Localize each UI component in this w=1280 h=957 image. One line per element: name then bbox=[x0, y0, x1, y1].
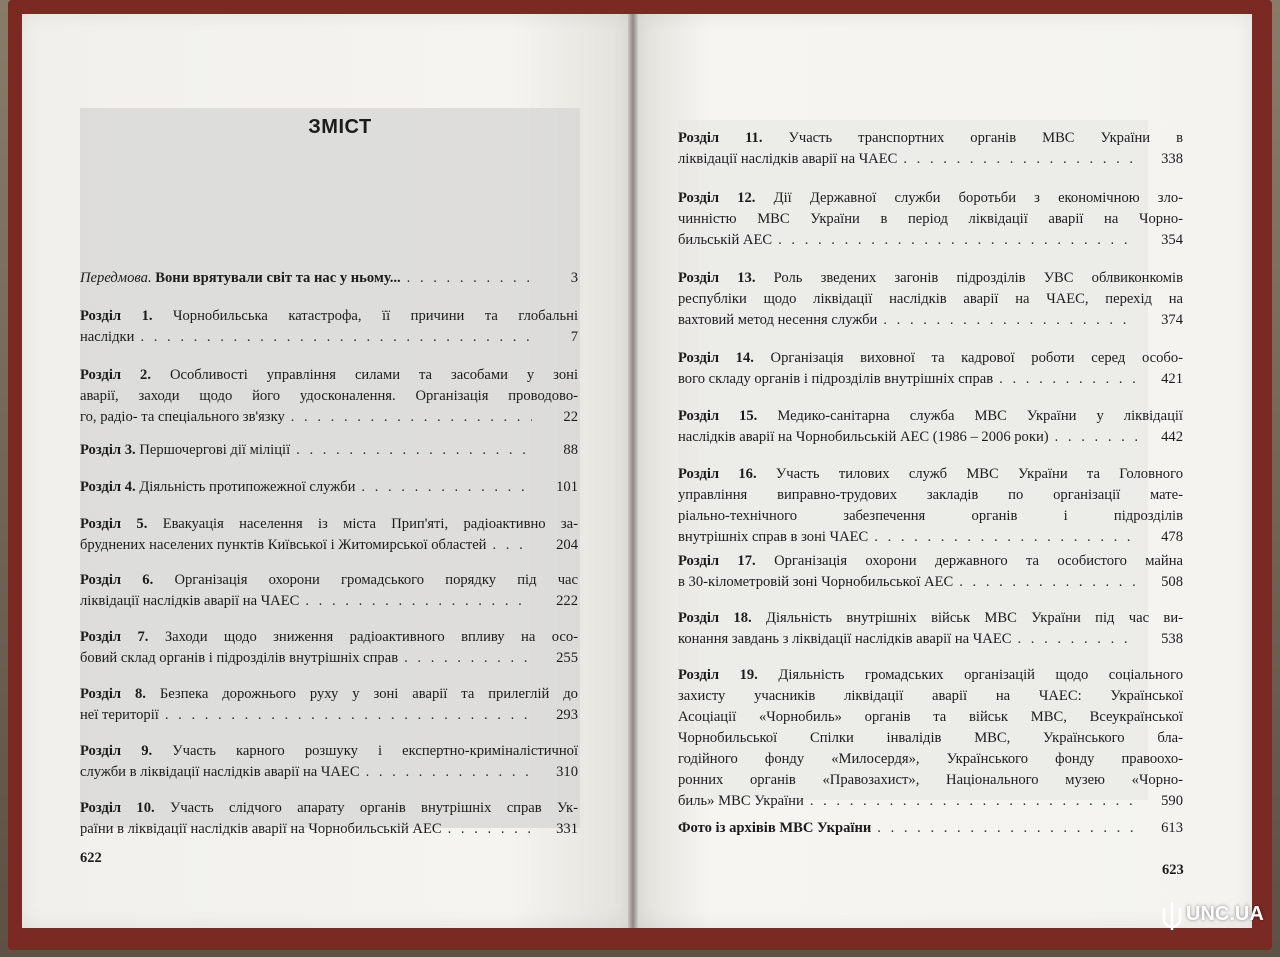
leader-dots bbox=[959, 572, 1137, 593]
leader-dots bbox=[810, 791, 1137, 812]
leader-dots bbox=[296, 440, 532, 461]
toc-line bbox=[678, 188, 1183, 209]
toc-last-text: го, радіо- та спеціального зв'язку bbox=[80, 409, 285, 425]
toc-last-text: ліквідації наслідків аварії на ЧАЕС bbox=[80, 593, 300, 609]
toc-last-text: служби в ліквідації наслідків аварії на ЧАЕС bbox=[80, 764, 360, 780]
toc-line-text: Участь транспортних органів МВС України в bbox=[788, 130, 1183, 146]
leader-dots bbox=[877, 818, 1137, 839]
toc-line-text: Чорнобильська катастрофа, її причини та глобальні bbox=[173, 308, 579, 324]
toc-last-line bbox=[678, 149, 1183, 170]
toc-line-text: Асоціації «Чорнобиль» органів та військ МВС, Всеукраїнської bbox=[678, 709, 1183, 725]
toc-last-line bbox=[678, 572, 1183, 593]
section-label: Розділ 13. bbox=[678, 270, 756, 286]
toc-entry bbox=[678, 665, 1183, 812]
leader-dots bbox=[1055, 427, 1137, 448]
toc-entry bbox=[678, 128, 1183, 170]
section-label: Розділ 11. bbox=[678, 130, 763, 146]
toc-last-text: наслідків аварії на Чорнобильській АЕС (1986 – 2006 роки) bbox=[678, 429, 1049, 445]
leader-dots bbox=[1017, 629, 1137, 650]
toc-line-text: Діяльність внутрішніх військ МВС України під час ви- bbox=[766, 610, 1183, 626]
section-label: Фото із архівів МВС України bbox=[678, 820, 872, 836]
toc-line-text: Роль зведених загонів підрозділів УВС облвиконкомів bbox=[773, 270, 1183, 286]
toc-page-number: 508 bbox=[1161, 574, 1183, 590]
leader-dots bbox=[366, 762, 532, 783]
section-label: Розділ 1. bbox=[80, 308, 153, 324]
section-label: Розділ 9. bbox=[80, 743, 153, 759]
leader-dots bbox=[407, 268, 532, 289]
toc-entry bbox=[678, 406, 1183, 448]
toc-last-line bbox=[80, 819, 578, 840]
section-label: Розділ 10. bbox=[80, 800, 155, 816]
leader-dots bbox=[140, 327, 532, 348]
toc-line bbox=[80, 306, 578, 327]
toc-last-line bbox=[678, 310, 1183, 331]
section-label: Розділ 6. bbox=[80, 572, 154, 588]
toc-page-number: 331 bbox=[556, 821, 578, 837]
toc-entry bbox=[80, 514, 578, 556]
section-label: Розділ 14. bbox=[678, 350, 754, 366]
toc-line bbox=[678, 728, 1183, 749]
toc-entry bbox=[80, 306, 578, 348]
toc-page-number: 101 bbox=[556, 479, 578, 495]
section-label: Розділ 18. bbox=[678, 610, 752, 626]
toc-line-text: управління виправно-трудових закладів по організації мате- bbox=[678, 487, 1183, 503]
toc-last-text: вого складу органів і підрозділів внутрішніх справ bbox=[678, 371, 994, 387]
right-page-number: 623 bbox=[1162, 862, 1184, 878]
toc-line-text: Чорнобильської Спілки інвалідів МВС, Українського бла- bbox=[678, 730, 1183, 746]
toc-line bbox=[678, 464, 1183, 485]
toc-page-number: 7 bbox=[570, 329, 578, 345]
toc-page-number: 613 bbox=[1161, 820, 1183, 836]
toc-line bbox=[678, 209, 1183, 230]
toc-line bbox=[678, 485, 1183, 506]
toc-line-text: Організація охорони громадського порядку під час bbox=[174, 572, 578, 588]
toc-entry bbox=[80, 365, 578, 428]
toc-line bbox=[80, 741, 578, 762]
toc-last-line bbox=[80, 762, 578, 783]
toc-line bbox=[678, 289, 1183, 310]
toc-line-text: годійного фонду «Милосердя», Українського фонду правоохо- bbox=[678, 751, 1183, 767]
leader-dots bbox=[492, 535, 532, 556]
toc-line bbox=[80, 514, 578, 535]
toc-last-line bbox=[80, 327, 578, 348]
toc-last-line bbox=[678, 791, 1183, 812]
toc-line bbox=[678, 128, 1183, 149]
toc-last-line bbox=[80, 705, 578, 726]
toc-entry bbox=[678, 551, 1183, 593]
section-label: Розділ 17. bbox=[678, 553, 756, 569]
leader-dots bbox=[903, 149, 1137, 170]
toc-last-text: конання завдань з ліквідації наслідків аварії на ЧАЕС bbox=[678, 631, 1012, 647]
toc-page-number: 222 bbox=[556, 593, 578, 609]
toc-last-text: вахтовий метод несення служби bbox=[678, 312, 878, 328]
toc-entry bbox=[80, 570, 578, 612]
toc-entry bbox=[80, 477, 578, 498]
toc-line bbox=[678, 551, 1183, 572]
toc-last-line bbox=[678, 369, 1183, 390]
toc-entry bbox=[678, 348, 1183, 390]
toc-page-number: 590 bbox=[1161, 793, 1183, 809]
toc-last-text: Першочергові дії міліції bbox=[139, 442, 291, 458]
toc-last-line bbox=[678, 629, 1183, 650]
toc-entry bbox=[80, 627, 578, 669]
toc-line-text: ріально-технічного забезпечення органів і підрозділів bbox=[678, 508, 1183, 524]
leader-dots bbox=[165, 705, 532, 726]
contents-title: ЗМІСТ bbox=[308, 116, 372, 138]
toc-line bbox=[678, 406, 1183, 427]
leader-dots bbox=[778, 230, 1137, 251]
toc-line bbox=[678, 770, 1183, 791]
toc-last-text: ліквідації наслідків аварії на ЧАЕС bbox=[678, 151, 898, 167]
toc-page-number: 88 bbox=[563, 442, 578, 458]
toc-last-text: Діяльність протипожежної служби bbox=[139, 479, 356, 495]
trident-icon bbox=[1160, 900, 1184, 936]
toc-last-line bbox=[678, 230, 1183, 251]
section-label: Розділ 2. bbox=[80, 367, 151, 383]
toc-line bbox=[678, 348, 1183, 369]
toc-line-text: чинністю МВС України в період ліквідації аварії на Чорно- bbox=[678, 211, 1183, 227]
toc-last-text: в 30-кілометровій зоні Чорнобильської АЕС bbox=[678, 574, 954, 590]
toc-last-line bbox=[678, 818, 1183, 839]
toc-page-number: 538 bbox=[1161, 631, 1183, 647]
toc-line-text: Організація охорони державного та особистого майна bbox=[774, 553, 1184, 569]
toc-entry bbox=[80, 268, 578, 289]
toc-line bbox=[678, 506, 1183, 527]
toc-page-number: 442 bbox=[1161, 429, 1183, 445]
toc-last-line bbox=[678, 427, 1183, 448]
toc-last-text: бовий склад органів і підрозділів внутрішніх справ bbox=[80, 650, 399, 666]
book-spine bbox=[628, 14, 638, 928]
toc-line-text: Евакуація населення із міста Прип'яті, радіоактивно за- bbox=[162, 516, 579, 532]
toc-entry bbox=[80, 798, 578, 840]
section-label: Розділ 7. bbox=[80, 629, 149, 645]
section-label: Розділ 3. bbox=[80, 442, 136, 458]
toc-last-line bbox=[80, 477, 578, 498]
leader-dots bbox=[874, 527, 1137, 548]
toc-line-text: ронних органів «Правозахист», Національного музею «Чорно- bbox=[678, 772, 1183, 788]
toc-line-text: Заходи щодо зниження радіоактивного впливу на осо- bbox=[164, 629, 578, 645]
toc-page-number: 255 bbox=[556, 650, 578, 666]
toc-line-text: Медико-санітарна служба МВС України у ліквідації bbox=[777, 408, 1183, 424]
toc-line bbox=[80, 627, 578, 648]
toc-line bbox=[678, 268, 1183, 289]
toc-line-text: Діяльність громадських організацій щодо соціального bbox=[778, 667, 1183, 683]
toc-entry bbox=[678, 268, 1183, 331]
toc-line-text: захисту учасників ліквідації аварії на ЧАЕС: Української bbox=[678, 688, 1183, 704]
toc-page-number: 421 bbox=[1161, 371, 1183, 387]
leader-dots bbox=[448, 819, 532, 840]
toc-line-text: Участь тилових служб МВС України та Головного bbox=[775, 466, 1183, 482]
toc-entry bbox=[678, 818, 1183, 839]
toc-line-text: Участь слідчого апарату органів внутрішніх справ Ук- bbox=[170, 800, 578, 816]
section-label: Розділ 8. bbox=[80, 686, 146, 702]
toc-last-text: бильській АЕС bbox=[678, 232, 773, 248]
toc-page-number: 354 bbox=[1161, 232, 1183, 248]
toc-last-line bbox=[80, 407, 578, 428]
toc-line bbox=[80, 684, 578, 705]
toc-last-line bbox=[80, 535, 578, 556]
toc-line bbox=[80, 365, 578, 386]
toc-line bbox=[678, 686, 1183, 707]
toc-line-text: Дії Державної служби боротьби з економічною зло- bbox=[773, 190, 1184, 206]
toc-page-number: 478 bbox=[1161, 529, 1183, 545]
toc-page-number: 293 bbox=[556, 707, 578, 723]
toc-last-text: раїни в ліквідації наслідків аварії на Чорнобильській АЕС bbox=[80, 821, 442, 837]
toc-line bbox=[678, 665, 1183, 686]
toc-line bbox=[80, 386, 578, 407]
toc-page-number: 204 bbox=[556, 537, 578, 553]
toc-last-text: биль» МВС України bbox=[678, 793, 804, 809]
toc-last-text: неї території bbox=[80, 707, 159, 723]
leader-dots bbox=[404, 648, 532, 669]
toc-last-text: бруднених населених пунктів Київської і Житомирської областей bbox=[80, 537, 487, 553]
toc-last-line bbox=[80, 591, 578, 612]
leader-dots bbox=[291, 407, 532, 428]
toc-line bbox=[678, 749, 1183, 770]
toc-page-number: 22 bbox=[563, 409, 578, 425]
toc-last-line bbox=[80, 440, 578, 461]
section-label: Розділ 5. bbox=[80, 516, 148, 532]
toc-page-number: 3 bbox=[570, 270, 578, 286]
toc-page-number: 310 bbox=[556, 764, 578, 780]
section-label: Розділ 12. bbox=[678, 190, 756, 206]
toc-line bbox=[678, 608, 1183, 629]
toc-line-text: аварії, заходи щодо його удосконалення. Організація проводово- bbox=[80, 388, 578, 404]
section-label: Розділ 16. bbox=[678, 466, 757, 482]
leader-dots bbox=[999, 369, 1137, 390]
watermark: UNC.UA bbox=[1186, 903, 1264, 925]
toc-entry bbox=[678, 464, 1183, 548]
left-page-number: 622 bbox=[80, 850, 102, 866]
toc-last-text: наслідки bbox=[80, 329, 135, 345]
toc-last-text: Вони врятували світ та нас у ньому... bbox=[155, 270, 401, 286]
section-label: Розділ 15. bbox=[678, 408, 758, 424]
toc-line-text: Безпека дорожнього руху у зоні аварії та прилеглій до bbox=[159, 686, 578, 702]
toc-entry bbox=[678, 608, 1183, 650]
toc-last-line bbox=[80, 268, 578, 289]
toc-line-text: Участь карного розшуку і експертно-криміналістичної bbox=[172, 743, 579, 759]
toc-line-text: Організація виховної та кадрової роботи серед особо- bbox=[770, 350, 1183, 366]
leader-dots bbox=[883, 310, 1137, 331]
toc-line bbox=[80, 570, 578, 591]
leader-dots bbox=[305, 591, 532, 612]
toc-line bbox=[80, 798, 578, 819]
toc-page-number: 338 bbox=[1161, 151, 1183, 167]
section-label: Розділ 4. bbox=[80, 479, 136, 495]
toc-line-text: Особливості управління силами та засобами у зоні bbox=[169, 367, 579, 383]
toc-entry bbox=[678, 188, 1183, 251]
toc-entry bbox=[80, 440, 578, 461]
toc-line-text: республіки щодо ліквідації наслідків аварії на ЧАЕС, перехід на bbox=[678, 291, 1183, 307]
section-label: Передмова. bbox=[80, 270, 152, 286]
toc-last-line bbox=[80, 648, 578, 669]
toc-last-line bbox=[678, 527, 1183, 548]
section-label: Розділ 19. bbox=[678, 667, 758, 683]
toc-line bbox=[678, 707, 1183, 728]
toc-entry bbox=[80, 684, 578, 726]
leader-dots bbox=[361, 477, 532, 498]
toc-last-text: внутрішніх справ в зоні ЧАЕС bbox=[678, 529, 869, 545]
toc-page-number: 374 bbox=[1161, 312, 1183, 328]
toc-entry bbox=[80, 741, 578, 783]
